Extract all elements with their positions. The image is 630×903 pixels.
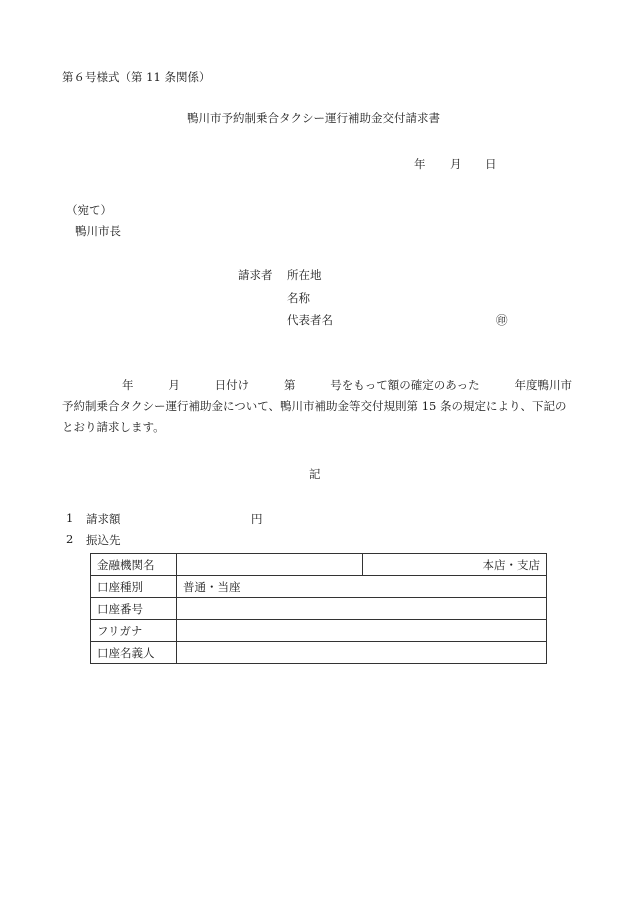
furigana-value[interactable] <box>177 620 547 642</box>
name-label: 名称 <box>287 291 310 305</box>
bank-branch[interactable]: 本店・支店 <box>363 554 547 576</box>
ki-heading: 記 <box>309 467 321 481</box>
item1-unit: 円 <box>251 512 263 526</box>
body-line-1 <box>62 375 572 396</box>
account-number-value[interactable] <box>177 598 547 620</box>
account-type-value[interactable]: 普通・当座 <box>177 576 547 598</box>
representative-label: 代表者名 <box>287 313 333 327</box>
account-type-label: 口座種別 <box>91 576 177 598</box>
bank-row-account-number <box>91 598 547 620</box>
addressee-prefix: （宛て） <box>66 203 112 217</box>
account-holder-value[interactable] <box>177 642 547 664</box>
bank-row-institution <box>91 554 547 576</box>
bank-row-furigana <box>91 620 547 642</box>
date-year: 年 <box>414 157 426 171</box>
body-line-3: とおり請求します。 <box>62 420 165 434</box>
bank-institution-label: 金融機関名 <box>91 554 177 576</box>
form-number: 第６号様式（第 11 条関係） <box>62 70 211 84</box>
body-confirmed: 号をもって額の確定のあった <box>330 378 480 392</box>
bank-institution-value[interactable] <box>177 554 363 576</box>
addressee-name: 鴨川市長 <box>75 224 121 238</box>
body-line-2: 予約制乗合タクシー運行補助金について、鴨川市補助金等交付規則第 15 条の規定により、下記の <box>62 399 567 413</box>
bank-row-account-holder <box>91 642 547 664</box>
item2-label: 振込先 <box>86 533 121 547</box>
item1-label: 請求額 <box>86 512 121 526</box>
furigana-label: フリガナ <box>91 620 177 642</box>
body-number-prefix: 第 <box>283 378 296 392</box>
bank-table <box>90 553 547 664</box>
item1-number: 1 <box>66 511 74 525</box>
seal-mark: ㊞ <box>496 313 508 327</box>
body-year: 年 <box>122 378 134 392</box>
account-holder-label: 口座名義人 <box>91 642 177 664</box>
body-paragraph <box>62 375 572 438</box>
date-day: 日 <box>485 157 497 171</box>
body-fiscal-year: 年度鴨川市 <box>514 378 572 392</box>
address-label: 所在地 <box>287 268 322 282</box>
page-title: 鴨川市予約制乗合タクシー運行補助金交付請求書 <box>187 111 440 125</box>
item2-number: 2 <box>66 532 74 546</box>
body-month: 月 <box>168 378 180 392</box>
body-date-of: 日付け <box>214 378 250 392</box>
date-month: 月 <box>450 157 462 171</box>
requester-label: 請求者 <box>238 268 273 282</box>
account-number-label: 口座番号 <box>91 598 177 620</box>
bank-row-account-type <box>91 576 547 598</box>
